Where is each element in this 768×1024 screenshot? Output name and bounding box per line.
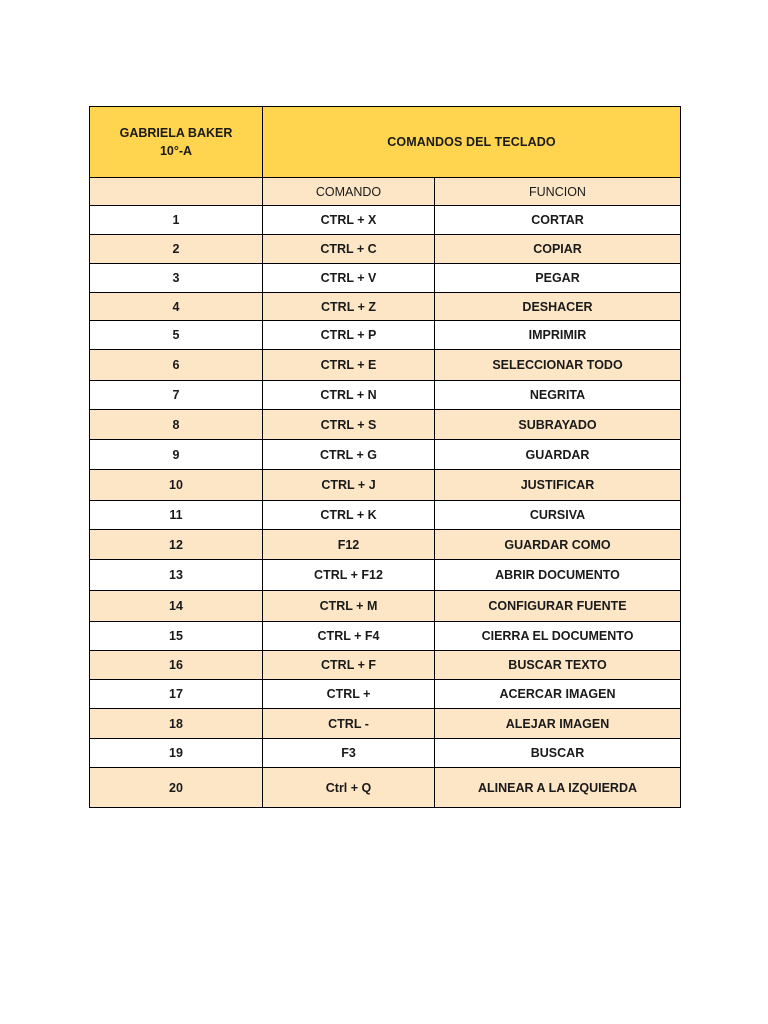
row-number-cell: 10 [90, 470, 263, 501]
table-body [90, 107, 681, 808]
function-cell: CIERRA EL DOCUMENTO [435, 622, 681, 651]
row-number-cell: 9 [90, 440, 263, 470]
function-cell: IMPRIMIR [435, 321, 681, 350]
command-cell: CTRL + [263, 680, 435, 709]
table-row [90, 530, 681, 560]
function-cell: CURSIVA [435, 501, 681, 530]
command-cell: F3 [263, 739, 435, 768]
row-number-cell: 3 [90, 264, 263, 293]
row-number-cell: 8 [90, 410, 263, 440]
command-cell: CTRL + G [263, 440, 435, 470]
function-cell: ALINEAR A LA IZQUIERDA [435, 768, 681, 808]
row-number-cell: 12 [90, 530, 263, 560]
function-cell: NEGRITA [435, 381, 681, 410]
row-number-cell: 6 [90, 350, 263, 381]
table-row [90, 622, 681, 651]
table-row [90, 321, 681, 350]
column-header-row [90, 178, 681, 206]
table-row [90, 206, 681, 235]
command-cell: CTRL + X [263, 206, 435, 235]
command-cell: CTRL + C [263, 235, 435, 264]
function-cell: CONFIGURAR FUENTE [435, 591, 681, 622]
row-number-cell: 2 [90, 235, 263, 264]
function-cell: DESHACER [435, 293, 681, 321]
command-cell: CTRL + Z [263, 293, 435, 321]
function-cell: CORTAR [435, 206, 681, 235]
command-cell: CTRL + F4 [263, 622, 435, 651]
function-cell: BUSCAR TEXTO [435, 651, 681, 680]
header-row [90, 107, 681, 178]
table-row [90, 470, 681, 501]
table-row [90, 264, 681, 293]
function-cell: ABRIR DOCUMENTO [435, 560, 681, 591]
row-number-cell: 1 [90, 206, 263, 235]
command-cell: CTRL + F12 [263, 560, 435, 591]
table-row [90, 768, 681, 808]
table-title: COMANDOS DEL TECLADO [263, 107, 681, 178]
table-row [90, 739, 681, 768]
table-row [90, 501, 681, 530]
table-row [90, 235, 681, 264]
command-cell: CTRL + K [263, 501, 435, 530]
row-number-cell: 19 [90, 739, 263, 768]
column-header-number [90, 178, 263, 206]
command-cell: CTRL - [263, 709, 435, 739]
table-row [90, 410, 681, 440]
function-cell: ALEJAR IMAGEN [435, 709, 681, 739]
row-number-cell: 14 [90, 591, 263, 622]
command-cell: CTRL + S [263, 410, 435, 440]
command-cell: CTRL + V [263, 264, 435, 293]
function-cell: COPIAR [435, 235, 681, 264]
command-cell: CTRL + J [263, 470, 435, 501]
row-number-cell: 20 [90, 768, 263, 808]
student-cell [90, 107, 263, 178]
column-header-function: FUNCION [435, 178, 681, 206]
row-number-cell: 13 [90, 560, 263, 591]
column-header-command: COMANDO [263, 178, 435, 206]
row-number-cell: 4 [90, 293, 263, 321]
command-cell: F12 [263, 530, 435, 560]
student-name: GABRIELA BAKER [119, 126, 233, 140]
function-cell: SELECCIONAR TODO [435, 350, 681, 381]
function-cell: BUSCAR [435, 739, 681, 768]
function-cell: JUSTIFICAR [435, 470, 681, 501]
row-number-cell: 16 [90, 651, 263, 680]
command-cell: CTRL + F [263, 651, 435, 680]
table-row [90, 709, 681, 739]
row-number-cell: 11 [90, 501, 263, 530]
function-cell: GUARDAR [435, 440, 681, 470]
table-row [90, 381, 681, 410]
function-cell: SUBRAYADO [435, 410, 681, 440]
table-row [90, 591, 681, 622]
command-cell: CTRL + E [263, 350, 435, 381]
command-cell: Ctrl + Q [263, 768, 435, 808]
table-row [90, 560, 681, 591]
command-cell: CTRL + N [263, 381, 435, 410]
function-cell: ACERCAR IMAGEN [435, 680, 681, 709]
function-cell: PEGAR [435, 264, 681, 293]
row-number-cell: 15 [90, 622, 263, 651]
table-row [90, 440, 681, 470]
row-number-cell: 18 [90, 709, 263, 739]
table-row [90, 680, 681, 709]
table-row [90, 293, 681, 321]
keyboard-commands-table [89, 106, 681, 808]
command-cell: CTRL + M [263, 591, 435, 622]
function-cell: GUARDAR COMO [435, 530, 681, 560]
student-grade: 10°-A [159, 144, 193, 158]
row-number-cell: 7 [90, 381, 263, 410]
table-row [90, 350, 681, 381]
row-number-cell: 17 [90, 680, 263, 709]
command-cell: CTRL + P [263, 321, 435, 350]
table-row [90, 651, 681, 680]
row-number-cell: 5 [90, 321, 263, 350]
